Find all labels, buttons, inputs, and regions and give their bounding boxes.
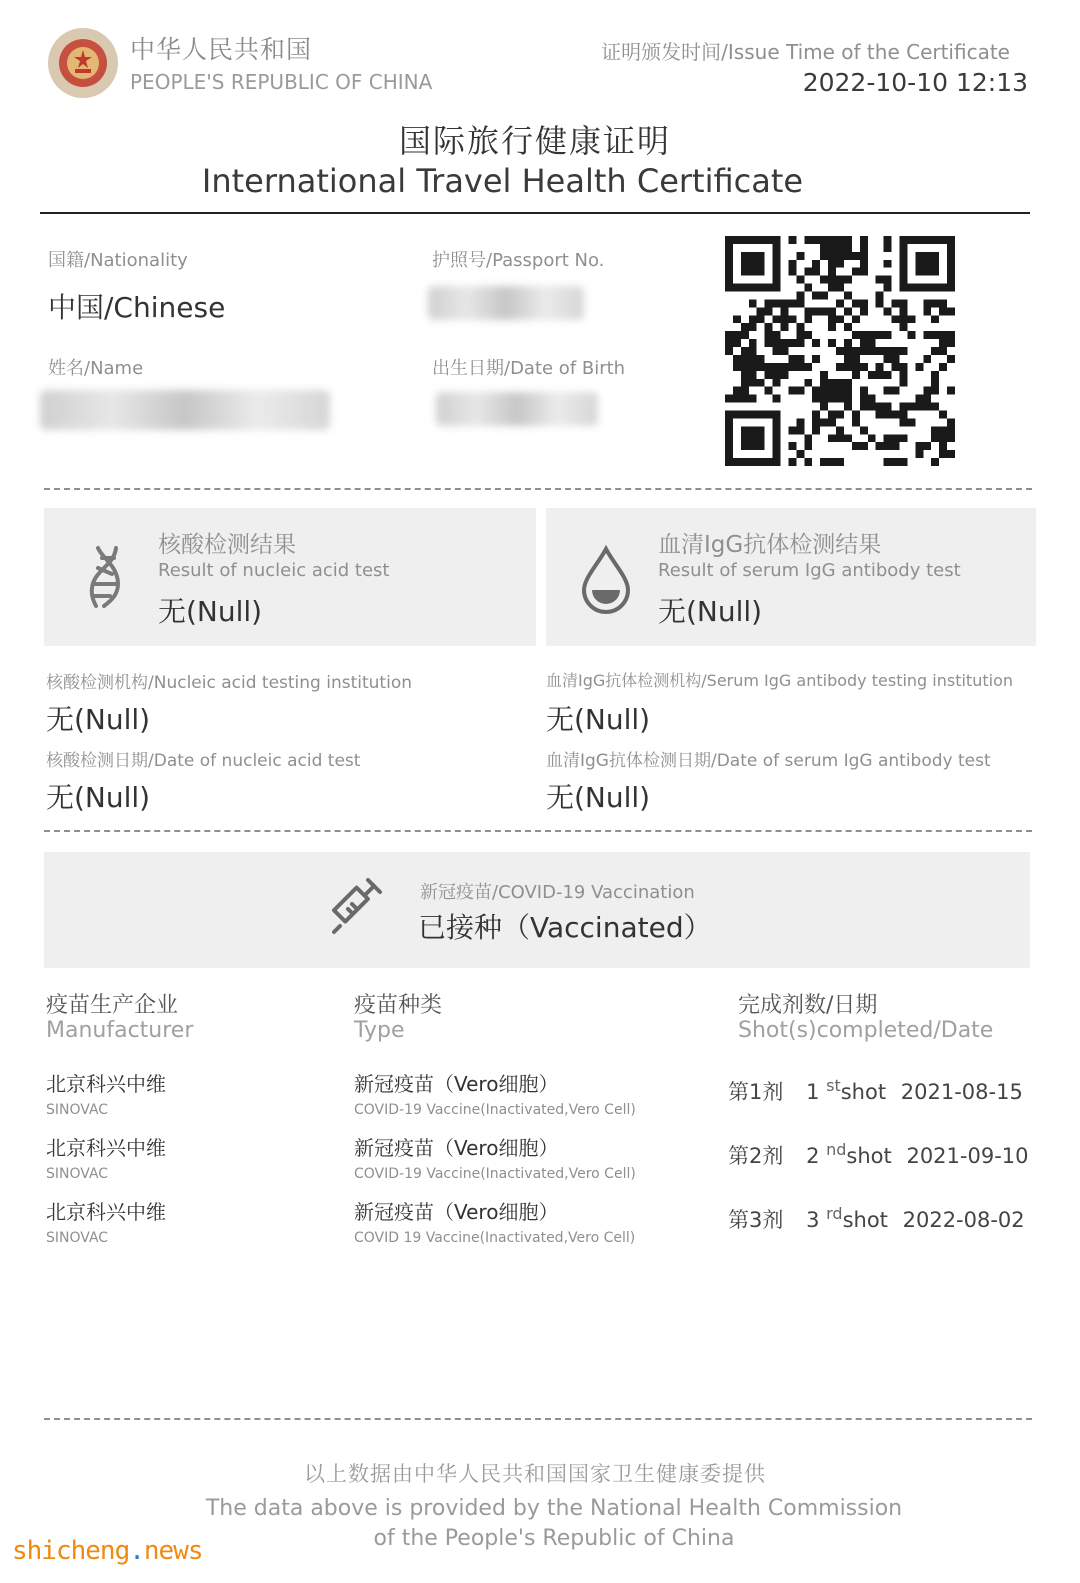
dose-zh: 第2剂 [728,1144,784,1168]
dose-line [728,1140,1029,1170]
manufacturer-en: SINOVAC [46,1230,109,1246]
qr-code-icon [724,236,956,466]
vaccination-status: 已接种（Vaccinated） [418,911,712,944]
country-name-zh: 中华人民共和国 [130,35,313,64]
national-emblem-icon [48,28,118,98]
shot-word: shot [846,1144,892,1168]
dose-date: 2021-08-15 [900,1080,1023,1104]
manufacturer-en: SINOVAC [46,1102,109,1118]
manufacturer-header-en: Manufacturer [46,1018,194,1043]
nucleic-test-subtitle: Result of nucleic acid test [158,560,390,581]
dose-number: 3 [806,1208,820,1232]
nucleic-institution-label: 核酸检测机构/Nucleic acid testing institution [46,673,412,693]
manufacturer-zh: 北京科兴中维 [46,1200,166,1224]
nucleic-institution-value: 无(Null) [46,703,151,736]
dose-date: 2021-09-10 [906,1144,1029,1168]
manufacturer-zh: 北京科兴中维 [46,1136,166,1160]
type-header-en: Type [354,1018,405,1043]
blood-drop-icon [578,544,634,614]
name-value-redacted [40,390,330,430]
dose-line [728,1204,1025,1234]
section-divider-1 [44,488,1032,490]
passport-label: 护照号/Passport No. [432,250,605,271]
serum-institution-value: 无(Null) [546,703,651,736]
data-source-en-line1: The data above is provided by the National Health Commission [205,1496,903,1521]
shot-word: shot [842,1208,888,1232]
shot-word: shot [840,1080,887,1104]
passport-value-redacted [428,286,584,320]
dose-zh: 第1剂 [728,1080,784,1104]
nationality-label: 国籍/Nationality [48,250,188,271]
vaccine-type-en: COVID-19 Vaccine(Inactivated,Vero Cell) [354,1166,636,1182]
nucleic-test-value: 无(Null) [158,595,263,628]
section-divider-2 [44,830,1032,832]
dose-number: 2 [806,1144,820,1168]
vaccine-type-en: COVID-19 Vaccine(Inactivated,Vero Cell) [354,1102,636,1118]
vaccination-label: 新冠疫苗/COVID-19 Vaccination [420,882,695,903]
dose-line [728,1076,1023,1106]
serum-institution-label: 血清IgG抗体检测机构/Serum IgG antibody testing institution [546,671,1013,690]
syringe-icon [332,876,384,936]
dose-suffix: nd [826,1140,847,1159]
certificate-title-en: International Travel Health Certificate [201,162,804,200]
manufacturer-header-zh: 疫苗生产企业 [46,993,179,1018]
watermark-part1: shicheng [12,1536,130,1566]
watermark-part2: news [143,1536,203,1566]
type-header-zh: 疫苗种类 [354,993,443,1018]
shots-header-en: Shot(s)completed/Date [738,1018,994,1043]
shots-header-zh: 完成剂数/日期 [738,993,878,1018]
vaccine-type-en: COVID 19 Vaccine(Inactivated,Vero Cell) [354,1230,636,1246]
certificate-title-zh: 国际旅行健康证明 [398,122,671,160]
nucleic-date-value: 无(Null) [46,781,151,814]
nucleic-test-title: 核酸检测结果 [158,532,296,558]
serum-test-subtitle: Result of serum IgG antibody test [658,560,961,581]
dob-label: 出生日期/Date of Birth [432,358,626,379]
dose-suffix: rd [826,1204,843,1223]
dna-icon [74,544,134,610]
serum-date-value: 无(Null) [546,781,651,814]
vaccine-type-zh: 新冠疫苗（Vero细胞） [354,1200,559,1224]
issue-time-value: 2022-10-10 12:13 [802,68,1028,97]
site-watermark [12,1536,203,1566]
nucleic-date-label: 核酸检测日期/Date of nucleic acid test [46,751,361,771]
nationality-value: 中国/Chinese [48,291,226,324]
serum-test-value: 无(Null) [658,595,763,628]
dose-suffix: st [826,1076,841,1095]
dose-date: 2022-08-02 [902,1208,1025,1232]
dob-value-redacted [436,392,598,426]
serum-date-label: 血清IgG抗体检测日期/Date of serum IgG antibody test [546,751,991,771]
vaccine-type-zh: 新冠疫苗（Vero细胞） [354,1072,559,1096]
serum-test-title: 血清IgG抗体检测结果 [658,532,882,558]
section-divider-3 [44,1418,1032,1420]
watermark-dot: . [129,1536,144,1566]
header-divider [40,212,1030,214]
vaccine-type-zh: 新冠疫苗（Vero细胞） [354,1136,559,1160]
dose-number: 1 [806,1080,820,1104]
manufacturer-en: SINOVAC [46,1166,109,1182]
data-source-zh: 以上数据由中华人民共和国国家卫生健康委提供 [304,1462,766,1486]
country-name-en: PEOPLE'S REPUBLIC OF CHINA [130,70,433,94]
issue-time-label: 证明颁发时间/Issue Time of the Certificate [601,40,1010,64]
data-source-en-line2: of the People's Republic of China [373,1526,735,1551]
dose-zh: 第3剂 [728,1208,784,1232]
manufacturer-zh: 北京科兴中维 [46,1072,166,1096]
name-label: 姓名/Name [48,358,144,379]
